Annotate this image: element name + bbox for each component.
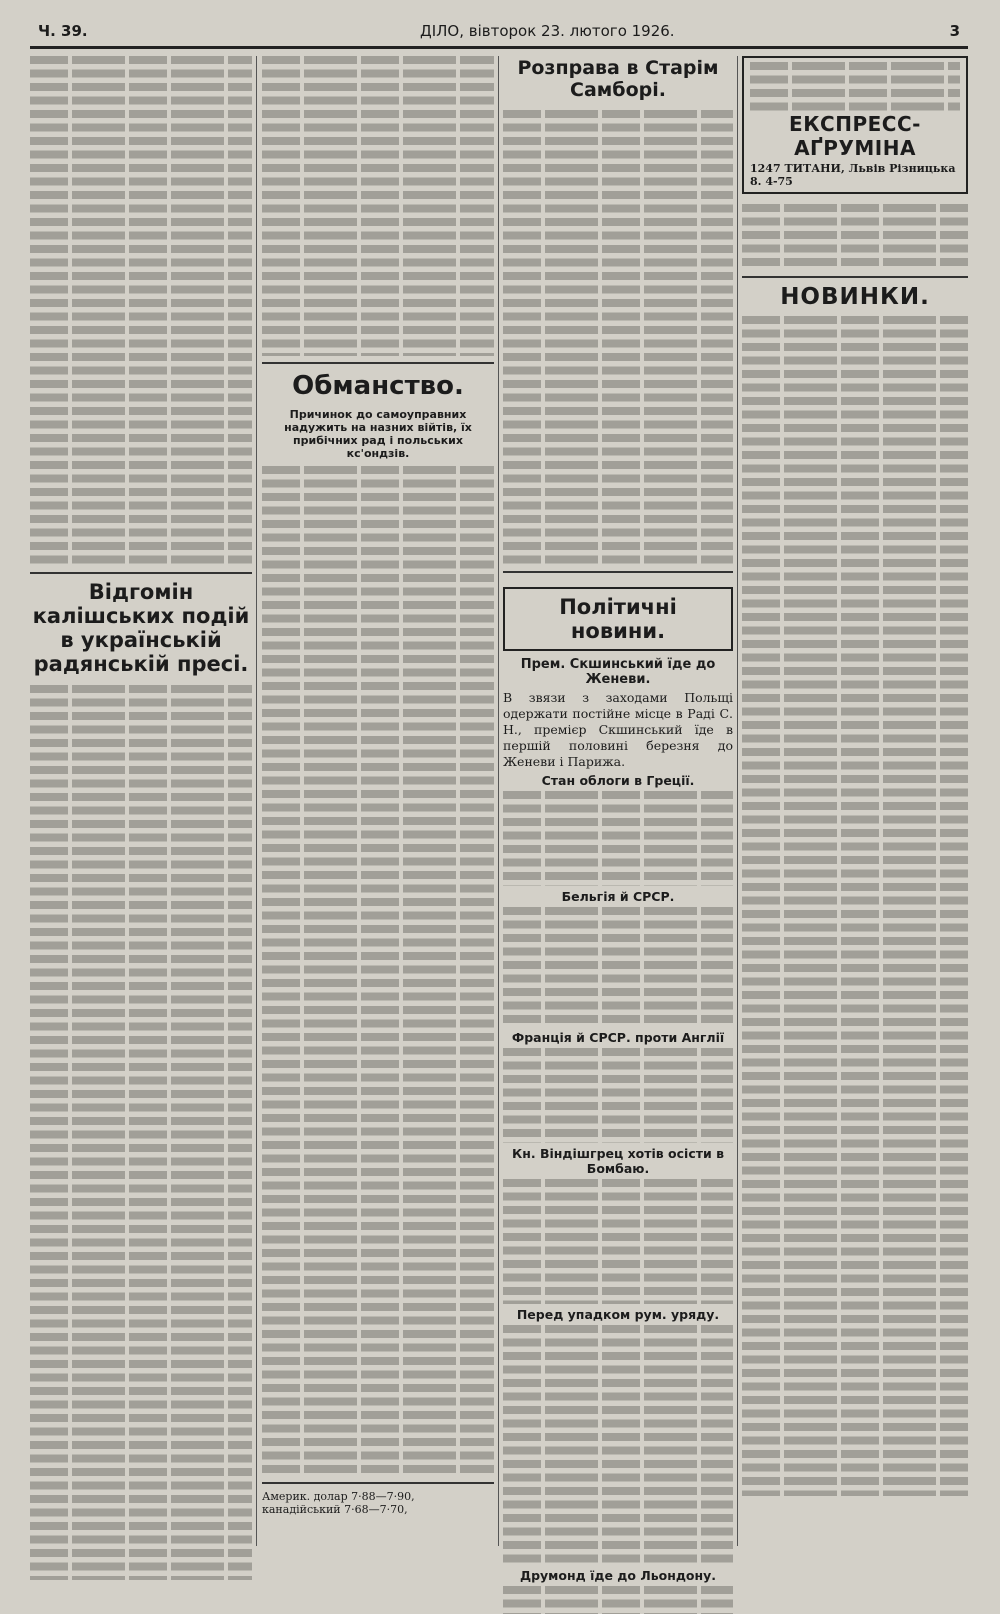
column-divider	[256, 56, 257, 1546]
news-text	[503, 791, 733, 886]
article-heading: Розправа в Старім Самборі.	[517, 57, 719, 101]
newspaper-title-date: ДІЛО, вівторок 23. лютого 1926.	[420, 22, 675, 40]
column-1	[30, 56, 252, 1580]
article-heading: Відгомін калішських подій в українській радянській пресі.	[32, 580, 250, 677]
column-divider	[737, 56, 738, 1546]
article-subheading: Причинок до самоуправних надужить на назних війтів, їх прибічних рад і польських кс'ондзів.	[284, 407, 472, 460]
page-number: 3	[949, 22, 960, 40]
column-divider	[498, 56, 499, 1546]
news-heading: Франція й СРСР. проти Англії	[511, 1029, 725, 1045]
masthead	[30, 18, 968, 49]
news-text	[503, 907, 733, 1027]
news-text	[503, 1325, 733, 1565]
currency-rates: Америк. долар 7·88—7·90, канадійський 7·68—7·70,	[262, 1489, 415, 1516]
ad-text	[750, 62, 960, 112]
column-3	[503, 56, 733, 1614]
divider	[30, 572, 252, 574]
column-4	[742, 56, 968, 1496]
divider	[262, 362, 494, 364]
issue-number: Ч. 39.	[38, 22, 88, 40]
news-text	[503, 1179, 733, 1304]
political-news-box	[503, 587, 733, 651]
section-heading: Політичні новини.	[559, 594, 677, 643]
news-heading: Стан облоги в Греції.	[541, 772, 695, 788]
news-text	[503, 1048, 733, 1143]
article-text	[262, 466, 494, 1476]
column-2	[262, 56, 494, 1516]
ad-address: 1247 ТИТАНИ, Львів Різницька 8. 4-75	[750, 162, 956, 188]
news-heading: Кн. Віндішгрец хотів осісти в Бомбаю.	[511, 1145, 725, 1176]
article-text	[742, 204, 968, 270]
article-heading: Обманство.	[292, 371, 464, 401]
news-text	[742, 316, 968, 1496]
article-text	[30, 685, 252, 1580]
advertisement	[742, 56, 968, 194]
news-heading: Перед упадком рум. уряду.	[516, 1306, 720, 1322]
section-heading: НОВИНКИ.	[780, 284, 930, 310]
article-text	[503, 110, 733, 565]
news-text	[503, 1586, 733, 1614]
ad-brand: ЕКСПРЕСС-АҐРУМІНА	[789, 112, 921, 160]
divider	[742, 276, 968, 278]
news-heading: Бельгія й СРСР.	[561, 888, 675, 904]
divider	[503, 571, 733, 573]
news-text: В звязи з заходами Польщі одержати постійне місце в Раді С. Н., премієр Скшинський їде в першій половині березня до Женеви і Парижа.	[503, 689, 733, 769]
article-text	[262, 56, 494, 356]
news-heading: Друмонд їде до Льондону.	[519, 1567, 717, 1583]
divider	[262, 1482, 494, 1484]
article-text	[30, 56, 252, 566]
news-heading: Прем. Скшинський їде до Женеви.	[520, 656, 716, 687]
